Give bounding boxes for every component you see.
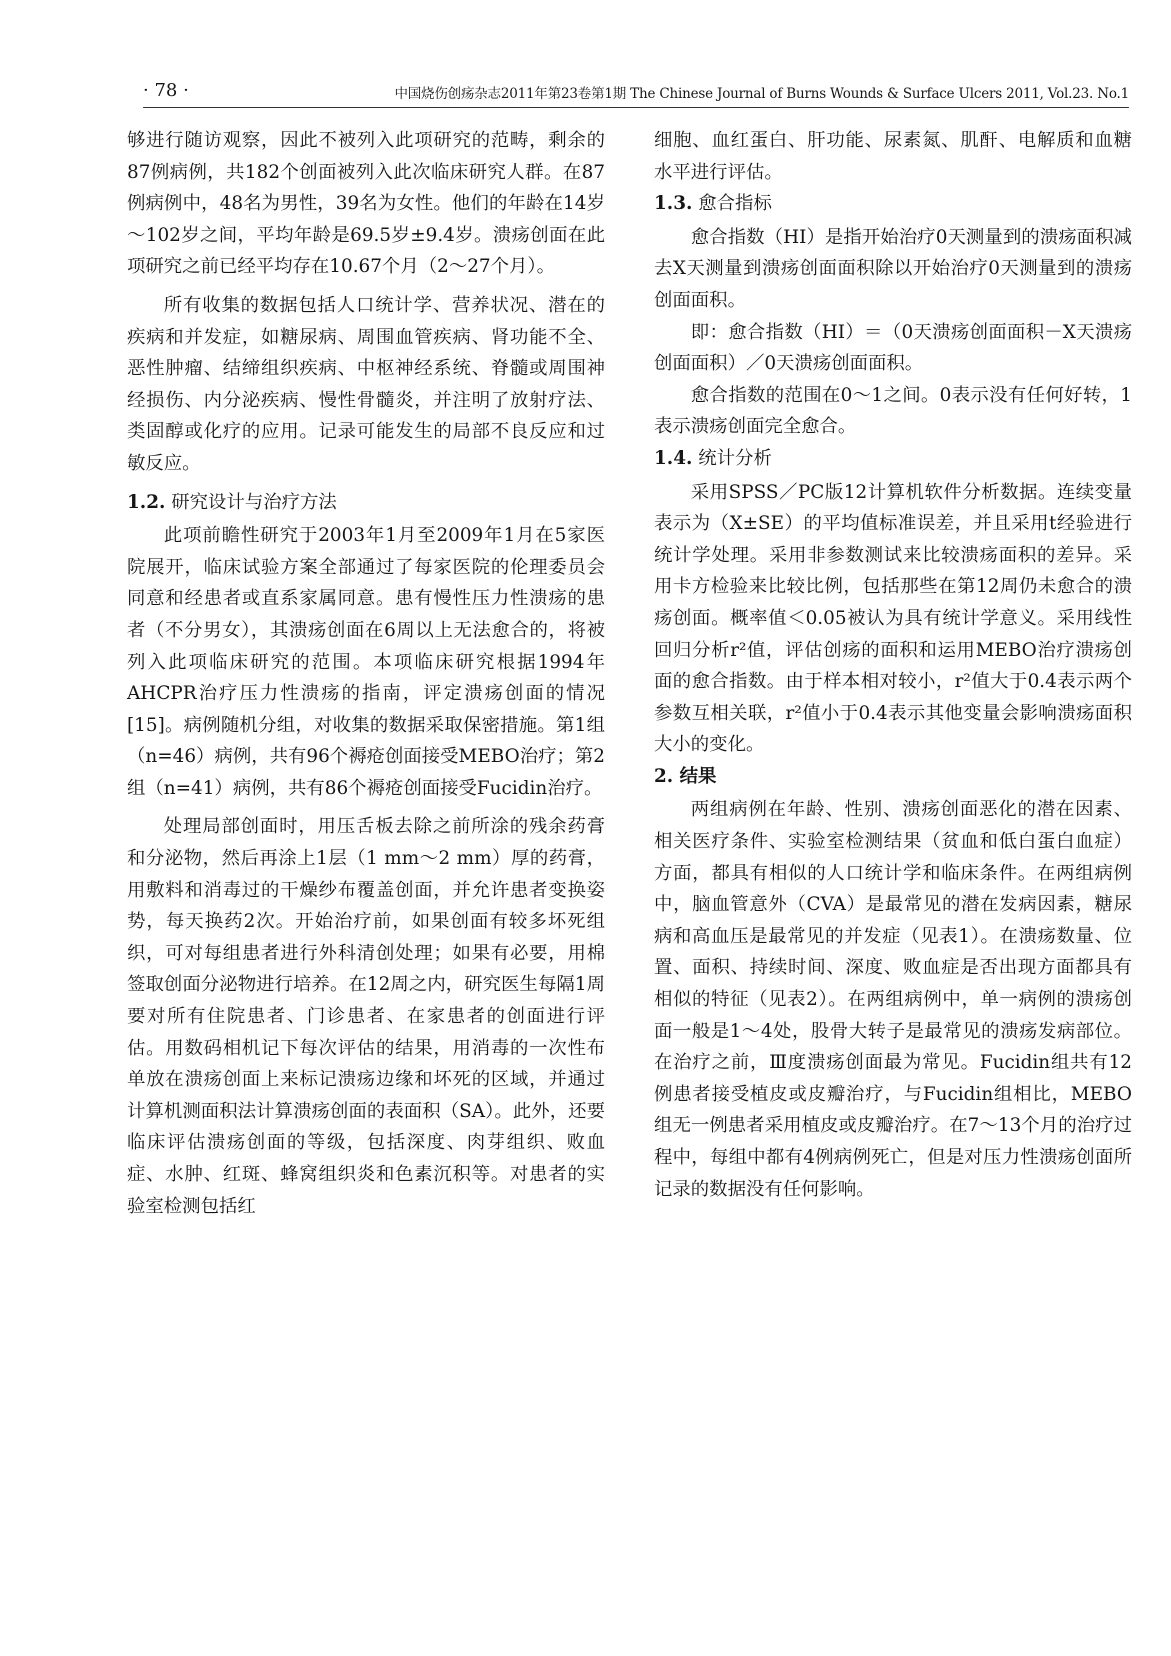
- page-number: · 78 ·: [143, 80, 189, 101]
- paragraph: 此项前瞻性研究于2003年1月至2009年1月在5家医院展开，临床试验方案全部通过了每家医院的伦理委员会同意和经患者或直系家属同意。患有慢性压力性溃疡的患者（不分男女），其溃疡创面在6周以上无法愈合的，将被列入此项临床研究的范围。本项临床研究根据1994年AHCPR治疗压力性溃疡的指南，评定溃疡创面的情况[15]。病例随机分组，对收集的数据采取保密措施。第1组（n=46）病例，共有96个褥疮创面接受MEBO治疗；第2组（n=41）病例，共有86个褥疮创面接受Fucidin治疗。: [127, 525, 605, 799]
- section-heading-1-4: [654, 443, 1132, 475]
- section-heading-1-2: [127, 487, 605, 519]
- paragraph: 细胞、血红蛋白、肝功能、尿素氮、肌酐、电解质和血糖水平进行评估。: [654, 130, 1132, 183]
- paragraph: 即：愈合指数（HI）＝（0天溃疡创面面积－X天溃疡创面面积）／0天溃疡创面面积。: [654, 321, 1132, 375]
- paragraph: 够进行随访观察，因此不被列入此项研究的范畴，剩余的87例病例，共182个创面被列入此次临床研究人群。在87例病例中，48名为男性，39名为女性。他们的年龄在14岁～102岁之间，平均年龄是69.5岁±9.4岁。溃疡创面在此项研究之前已经平均存在10.67个月（2～27个月）。: [127, 130, 605, 278]
- header-rule: [143, 107, 1129, 108]
- section-title: 统计分析: [698, 447, 772, 469]
- page-header: [143, 80, 1129, 110]
- paragraph: 所有收集的数据包括人口统计学、营养状况、潜在的疾病和并发症，如糖尿病、周围血管疾病、肾功能不全、恶性肿瘤、结缔组织疾病、中枢神经系统、脊髓或周围神经损伤、内分泌疾病、慢性骨髓炎，并注明了放射疗法、类固醇或化疗的应用。记录可能发生的局部不良反应和过敏反应。: [127, 294, 605, 474]
- paragraph: 采用SPSS／PC版12计算机软件分析数据。连续变量表示为（X±SE）的平均值标准误差，并且采用t经验进行统计学处理。采用非参数测试来比较溃疡面积的差异。采用卡方检验来比较比例，包括那些在第12周仍未愈合的溃疡创面。概率值＜0.05被认为具有统计学意义。采用线性回归分析r²值，评估创疡的面积和运用MEBO治疗溃疡创面的愈合指数。由于样本相对较小，r²值大于0.4表示两个参数互相关联，r²值小于0.4表示其他变量会影响溃疡面积大小的变化。: [654, 481, 1132, 756]
- running-title: 中国烧伤创疡杂志2011年第23卷第1期 The Chinese Journal of Burns Wounds & Surface Ulcers 2011, Vol.23. No.1: [394, 86, 1129, 102]
- paragraph: 愈合指数（HI）是指开始治疗0天测量到的溃疡面积减去X天测量到溃疡创面面积除以开始治疗0天测量到的溃疡创面面积。: [654, 226, 1132, 311]
- section-heading-1-3: [654, 188, 1132, 220]
- section-title: 研究设计与治疗方法: [171, 491, 337, 513]
- paragraph: 愈合指数的范围在0～1之间。0表示没有任何好转，1表示溃疡创面完全愈合。: [654, 384, 1132, 438]
- section-title: 愈合指标: [698, 193, 772, 215]
- section-number: 1.3.: [654, 193, 693, 215]
- section-number: 1.2.: [127, 491, 166, 513]
- left-column: [127, 125, 605, 1229]
- section-heading-2: 2. 结果: [654, 765, 717, 787]
- section-number: 1.4.: [654, 447, 693, 469]
- paragraph: 两组病例在年龄、性别、溃疡创面恶化的潜在因素、相关医疗条件、实验室检测结果（贫血和低白蛋白血症）方面，都具有相似的人口统计学和临床条件。在两组病例中，脑血管意外（CVA）是最常见的潜在发病因素，糖尿病和高血压是最常见的并发症（见表1）。在溃疡数量、位置、面积、持续时间、深度、败血症是否出现方面都具有相似的特征（见表2）。在两组病例中，单一病例的溃疡创面一般是1～4处，股骨大转子是最常见的溃疡发病部位。在治疗之前，Ⅲ度溃疡创面最为常见。Fucidin组共有12例患者接受植皮或皮瓣治疗，与Fucidin组相比，MEBO组无一例患者采用植皮或皮瓣治疗。在7～13个月的治疗过程中，每组中都有4例病例死亡，但是对压力性溃疡创面所记录的数据没有任何影响。: [654, 799, 1132, 1200]
- right-column: [654, 125, 1132, 1212]
- paragraph: 处理局部创面时，用压舌板去除之前所涂的残余药膏和分泌物，然后再涂上1层（1 mm～2 mm）厚的药膏，用敷料和消毒过的干燥纱布覆盖创面，并允许患者变换姿势，每天换药2次。开始治疗前，如果创面有较多坏死组织，可对每组患者进行外科清创处理；如果有必要，用棉签取创面分泌物进行培养。在12周之内，研究医生每隔1周要对所有住院患者、门诊患者、在家患者的创面进行评估。用数码相机记下每次评估的结果，用消毒的一次性布单放在溃疡创面上来标记溃疡边缘和坏死的区域，并通过计算机测面积法计算溃疡创面的表面积（SA）。此外，还要临床评估溃疡创面的等级，包括深度、肉芽组织、败血症、水肿、红斑、蜂窝组织炎和色素沉积等。对患者的实验室检测包括红: [127, 816, 605, 1217]
